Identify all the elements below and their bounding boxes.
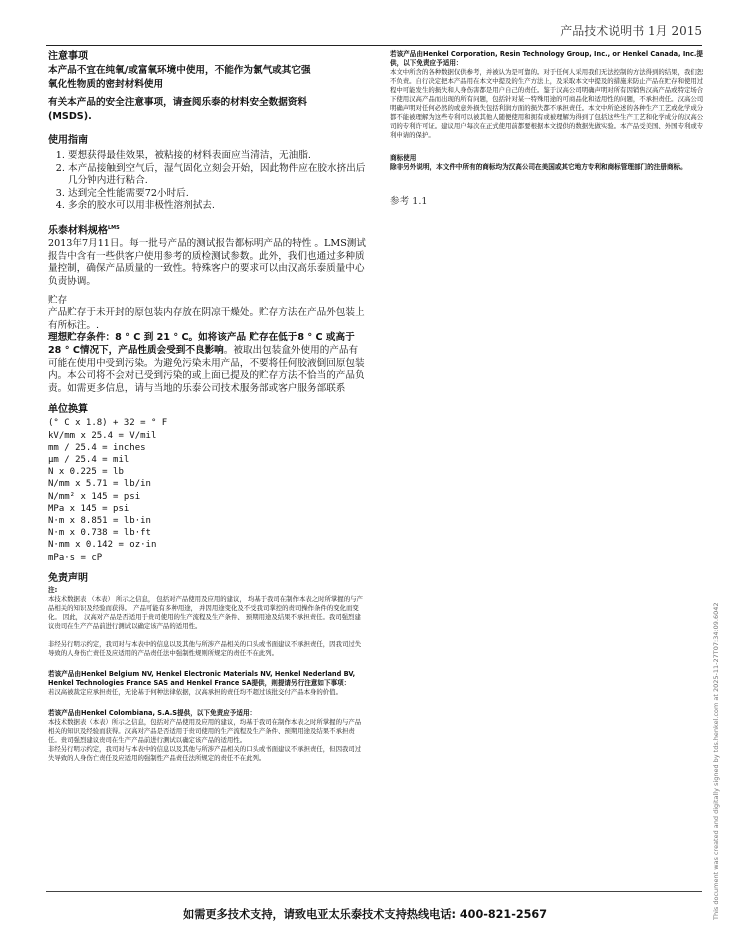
digital-signature-note: This document was created and digitally signed by tds.henkel.com at 2025-11-27T07:34:09.6042	[712, 602, 720, 920]
disclaimer-p2: 非经另行明示约定，我司对与本表中的信息以及其他与所涉产品相关的口头或书面建议不承担责任，因我司过失导致的人身伤亡责任及应适用的产品责任法中强制性规则所规定的责任不在此列。	[48, 639, 362, 657]
storage-heading: 贮存	[48, 294, 68, 306]
conversion-line: N·mm x 0.142 = oz·in	[48, 540, 157, 551]
storage-text	[48, 307, 366, 395]
disclaimer-heading: 免责声明	[48, 572, 88, 584]
conversion-line: N·m x 8.851 = lb·in	[48, 516, 151, 527]
corporation-heading: 若该产品由Henkel Corporation, Resin Technology Group, Inc., or Henkel Canada, Inc.提供，以下免责应予适用：	[390, 50, 703, 67]
directions-heading: 使用指南	[48, 135, 88, 146]
trademark-text: 除非另外说明，本文件中所有的商标均为汉高公司在美国或其它地方专利和商标管理部门的注册商标。	[390, 163, 687, 171]
conversion-line: mPa·s = cP	[48, 552, 103, 563]
support-hotline: 如需更多技术支持，请致电亚太乐泰技术支持热线电话: 400-821-2567	[183, 908, 547, 921]
conversion-line: (° C x 1.8) + 32 = ° F	[48, 418, 168, 429]
conversions-list	[48, 417, 366, 563]
document-header-title: 产品技术说明书 1月 2015	[560, 24, 702, 38]
belgium-text: 若汉高被裁定应承担责任，无论基于何种法律依据，汉高承担的责任均不超过该批交付产品本身的价值。	[48, 687, 342, 696]
precautions-line-4: (MSDS).	[48, 111, 92, 122]
directions-item-1: 1. 要想获得最佳效果，被粘接的材料表面应当清洁，无油脂.	[68, 150, 366, 163]
directions-item-2: 2. 本产品接触到空气后，湿气固化立刻会开始，因此物件应在胶水挤出后几分钟内进行粘合.	[68, 163, 366, 188]
belgium-heading: 若该产品由Henkel Belgium NV, Henkel Electronic Materials NV, Henkel Nederland BV, Henkel Technologies France SAS and Henkel France SA提供，则提请另行注意如下事项：	[48, 669, 356, 687]
storage-text-1: 产品贮存于未开封的原包装内存放在阴凉干燥处。贮存方法在产品外包装上有所标注。.	[48, 307, 365, 331]
conversion-line: mm / 25.4 = inches	[48, 442, 146, 453]
header-divider	[46, 45, 702, 46]
conversions-heading: 单位换算	[48, 404, 88, 416]
directions-list	[48, 150, 366, 213]
conversion-line: N/mm² x 145 = psi	[48, 491, 141, 502]
precautions-line-2: 氧化性物质的密封材料使用	[48, 79, 164, 90]
storage-bold: 理想贮存条件：8 ° C 到 21 ° C。如将该产品 贮存在低于8 ° C 或高于28 ° C情况下，产品性质会受到不良影响	[48, 332, 355, 357]
conversion-line: N·m x 0.738 = lb·ft	[48, 528, 151, 539]
corporation-text: 本文中所含的各种数据仅供参考，并被认为是可靠的。对于任何人采用我们无法控制的方法得到的结果，我们恕不负责。自行决定把本产品用在本文中提及的生产方法上，及采取本文中提及的措施来防止产品在贮存和使用过程中可能发生的损失和人身伤害都是用户自己的责任。鉴于汉高公司明确声明对所有因销售汉高产品或特定场合下使用汉高产品而出现的所有问题，包括针对某一特殊用途的可商品化和适用性的问题，不承担责任。汉高公司明确声明对任何必然的或意外损失包括利润方面的损失都不承担责任。本文中所论述的各种生产工艺或化学成分都不能被理解为这些专利可以被其他人随便使用和拥有或被理解为得到了包括这些生产工艺和化学成分的汉高公司的专利许可证。建议用户每次在正式使用前都要根据本文提供的数据先做实验。本产品受美国、外国专利或专利申请的保护。	[390, 68, 704, 139]
spec-heading-text: 乐泰材料规格	[48, 225, 108, 237]
spec-text: 2013年7月11日。每一批号产品的测试报告都标明产品的特性 。LMS测试报告中含有一些供客户使用参考的质检测试参数。此外，我们也通过多种质量控制，确保产品质量的一致性。特殊客户的要求可以由汉高乐泰质量中心负责协调。	[48, 238, 366, 288]
footer-divider	[46, 891, 702, 892]
colombia-p1: 本技术数据表（本表）所示之信息，包括对产品使用及应用的建议，均基于我司在制作本表之时所掌握的与产品相关的知识及经验而获得。汉高对产品是否适用于贵司使用的生产流程及生产条件、预期用途及结果不承担责任。贵司强烈建议贵司在生产产品前进行测试以确定该产品的适用性。	[48, 717, 362, 744]
precautions-heading: 注意事项	[48, 51, 88, 62]
conversion-line: MPa x 145 = psi	[48, 503, 130, 514]
trademark-heading: 商标使用	[390, 154, 417, 162]
directions-item-4: 4. 多余的胶水可以用非极性溶剂拭去.	[68, 200, 366, 213]
disclaimer-note: 注:	[48, 585, 58, 594]
storage-text-2: 。被取出包装盒外使用的产品有可能在使用中受到污染。为避免污染未用产品，不要将任何胶液倒回原包装内。本公司将不会对已受到污染的或上面已提及的贮存方法不恰当的产品负责。如需更多信息，请与当地的乐泰公司技术服务部或客户服务部联系	[48, 345, 365, 394]
disclaimer-p1: 本技术数据表 （本表） 所示之信息， 包括对产品使用及应用的建议， 均基于我司在制作本表之时所掌握的与产品相关的知识及经验而获得。 产品可能有多种用途， 并因用途变化及不受我司掌控的责司操作条件的变化而变化。 因此， 汉高对产品是否适用于贵司使用的生产流程及生产条件、 预期用途及结果不承担责任。我司强烈建议贵司在生产产品前进行测试以确定该产品的适用性。	[48, 594, 363, 630]
spec-heading-sup: LMS	[108, 224, 120, 231]
right-column	[390, 50, 706, 209]
conversion-line: N/mm x 5.71 = lb/in	[48, 479, 151, 490]
colombia-heading: 若该产品由Henkel Colombiana, S.A.S提供，以下免责应予适用：	[48, 708, 257, 717]
conversion-line: kV/mm x 25.4 = V/mil	[48, 430, 157, 441]
precautions-line-3: 有关本产品的安全注意事项，请查阅乐泰的材料安全数据资料	[48, 97, 308, 108]
left-column	[48, 50, 366, 763]
spec-heading	[48, 221, 366, 238]
colombia-p2: 非经另行明示约定，我司对与本表中的信息以及其他与所涉产品相关的口头或书面建议不承担责任，但因我司过失导致的人身伤亡责任及应适用的强制性产品责任法所规定的责任不在此列。	[48, 744, 362, 762]
reference-number: 参考 1.1	[390, 196, 428, 207]
directions-item-3: 3. 达到完全性能需要72小时后.	[68, 188, 366, 201]
precautions-line-1: 本产品不宜在纯氧/或富氧环境中使用，不能作为氯气或其它强	[48, 65, 311, 76]
conversion-line: µm / 25.4 = mil	[48, 455, 130, 466]
conversion-line: N x 0.225 = lb	[48, 467, 124, 478]
